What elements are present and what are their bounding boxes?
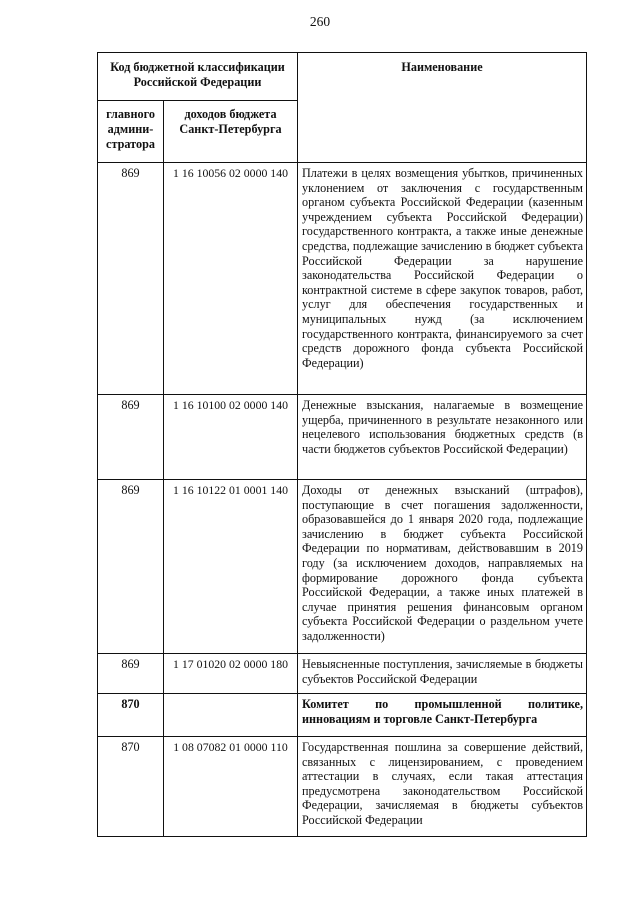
admin-code-cell: 869 xyxy=(98,395,164,480)
name-text: Государственная пошлина за совершение действий, связанных с лицензированием, с проведением аттестации в случаях, если такая аттестация предусмотрена законодательством Российской Федерации, зачисляемая в бюджеты субъектов Российской Федерации xyxy=(302,740,583,827)
name-cell xyxy=(298,395,587,480)
admin-code-cell: 869 xyxy=(98,480,164,654)
income-code-cell: 1 16 10122 01 0001 140 xyxy=(164,480,298,654)
page-number: 260 xyxy=(309,14,331,29)
admin-code-cell: 869 xyxy=(98,163,164,395)
name-cell xyxy=(298,163,587,395)
table-row xyxy=(98,480,587,654)
name-cell xyxy=(298,654,587,694)
name-text: Платежи в целях возмещения убытков, причиненных уклонением от заключения с государственным органом субъекта Российской Федерации (казенным учреждением субъекта Российской Федерации) государственного контракта, а также иные денежные средства, подлежащие зачислению в бюджет субъекта Российской Федерации за нарушение законодательства Российской Федерации о контрактной системе в сфере закупок товаров, работ, услуг для обеспечения государственных и муниципальных нужд (за исключением государственного контракта, финансируемого за счет средств дорожного фонда субъекта Российской Федерации) xyxy=(302,166,583,370)
income-code-cell: 1 16 10056 02 0000 140 xyxy=(164,163,298,395)
header-admin: главного админи-стратора xyxy=(98,101,164,163)
income-code-cell: 1 16 10100 02 0000 140 xyxy=(164,395,298,480)
income-code-cell xyxy=(164,694,298,737)
income-code-cell: 1 08 07082 01 0000 110 xyxy=(164,737,298,837)
table-row xyxy=(98,395,587,480)
department-name-text: Комитет по промышленной политике, инновациям и торговле Санкт-Петербурга xyxy=(302,697,583,726)
name-text: Доходы от денежных взысканий (штрафов), поступающие в счет погашения задолженности, образовавшейся до 1 января 2020 года, подлежащие зачислению в бюджет субъекта Российской Федерации по нормативам, действовавшим в 2019 году (за исключением доходов, направляемых на формирование дорожного фонда субъекта Российской Федерации, а также иных платежей в случае принятия решения финансовым органом субъекта Российской Федерации о раздельном учете задолженности) xyxy=(302,483,583,643)
name-text: Невыясненные поступления, зачисляемые в бюджеты субъектов Российской Федерации xyxy=(302,657,583,686)
income-code-cell: 1 17 01020 02 0000 180 xyxy=(164,654,298,694)
name-text: Денежные взыскания, налагаемые в возмещение ущерба, причиненного в результате незаконного или нецелевого использования бюджетных средств (в части бюджетов субъектов Российской Федерации) xyxy=(302,398,583,456)
name-cell xyxy=(298,737,587,837)
name-cell xyxy=(298,480,587,654)
table-row xyxy=(98,163,587,395)
department-name-cell xyxy=(298,694,587,737)
table-row xyxy=(98,737,587,837)
budget-classification-table xyxy=(97,52,587,837)
admin-code-cell: 870 xyxy=(98,737,164,837)
header-name: Наименование xyxy=(298,53,587,163)
table-row-department xyxy=(98,694,587,737)
table-row xyxy=(98,654,587,694)
admin-code-cell: 869 xyxy=(98,654,164,694)
header-code-group: Код бюджетной классификации Российской Федерации xyxy=(98,53,298,101)
header-income: доходов бюджета Санкт-Петербурга xyxy=(164,101,298,163)
admin-code-cell: 870 xyxy=(98,694,164,737)
